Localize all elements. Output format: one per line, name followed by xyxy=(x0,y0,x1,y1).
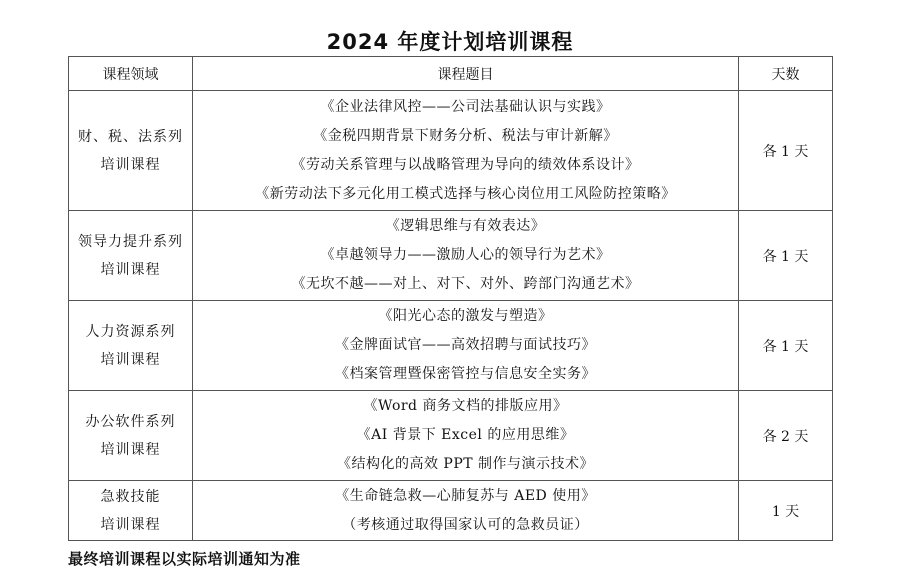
area-line: 培训课程 xyxy=(100,351,161,368)
topics-cell xyxy=(193,91,739,211)
course-topic: 《逻辑思维与有效表达》 xyxy=(385,218,546,234)
days-cell: 1 天 xyxy=(739,481,833,541)
table-header-row xyxy=(69,57,833,91)
area-line: 办公软件系列 xyxy=(85,413,176,430)
course-topic: 《新劳动法下多元化用工模式选择与核心岗位用工风险防控策略》 xyxy=(255,185,676,202)
page-title: 2024 年度计划培训课程 xyxy=(326,30,574,54)
area-line: 培训课程 xyxy=(100,261,161,278)
topics-cell xyxy=(193,211,739,301)
table-row xyxy=(69,301,833,391)
days-cell: 各 1 天 xyxy=(739,91,833,211)
area-cell xyxy=(69,481,193,541)
days-cell: 各 1 天 xyxy=(739,211,833,301)
area-line: 人力资源系列 xyxy=(85,323,176,340)
area-cell xyxy=(69,211,193,301)
days-cell: 各 2 天 xyxy=(739,391,833,481)
header-area: 课程领域 xyxy=(69,57,193,91)
table-row xyxy=(69,481,833,541)
area-line: 财、税、法系列 xyxy=(78,128,183,145)
course-topic: 《卓越领导力——激励人心的领导行为艺术》 xyxy=(320,247,611,263)
area-line: 领导力提升系列 xyxy=(78,233,183,250)
days-cell: 各 1 天 xyxy=(739,301,833,391)
course-topic: 《结构化的高效 PPT 制作与演示技术》 xyxy=(336,456,595,472)
area-line: 培训课程 xyxy=(100,156,161,173)
topics-cell xyxy=(193,301,739,391)
course-table xyxy=(68,56,833,541)
course-topic: 《无坎不越——对上、对下、对外、跨部门沟通艺术》 xyxy=(291,276,640,292)
header-topics: 课程题目 xyxy=(193,57,739,91)
footnote: 最终培训课程以实际培训通知为准 xyxy=(68,550,301,568)
table-row xyxy=(69,211,833,301)
course-topic: 《Word 商务文档的排版应用》 xyxy=(363,398,568,414)
course-topic: 《企业法律风控——公司法基础认识与实践》 xyxy=(320,98,611,115)
course-topic: 《金税四期背景下财务分析、税法与审计新解》 xyxy=(313,127,618,144)
table-row xyxy=(69,391,833,481)
course-topic: 《生命链急救—心肺复苏与 AED 使用》 xyxy=(335,487,596,504)
course-topic: 《金牌面试官——高效招聘与面试技巧》 xyxy=(335,337,596,353)
area-line: 急救技能 xyxy=(100,488,161,505)
area-line: 培训课程 xyxy=(100,516,161,533)
topics-cell xyxy=(193,391,739,481)
area-cell xyxy=(69,391,193,481)
course-topic: 《AI 背景下 Excel 的应用思维》 xyxy=(356,427,575,443)
course-note: （考核通过取得国家认可的急救员证） xyxy=(342,516,589,533)
course-topic: 《劳动关系管理与以战略管理为导向的绩效体系设计》 xyxy=(291,156,640,173)
header-days: 天数 xyxy=(739,57,833,91)
area-cell xyxy=(69,91,193,211)
table-row xyxy=(69,91,833,211)
area-cell xyxy=(69,301,193,391)
course-topic: 《阳光心态的激发与塑造》 xyxy=(378,308,553,324)
course-topic: 《档案管理暨保密管控与信息安全实务》 xyxy=(335,366,596,382)
topics-cell xyxy=(193,481,739,541)
area-line: 培训课程 xyxy=(100,441,161,458)
